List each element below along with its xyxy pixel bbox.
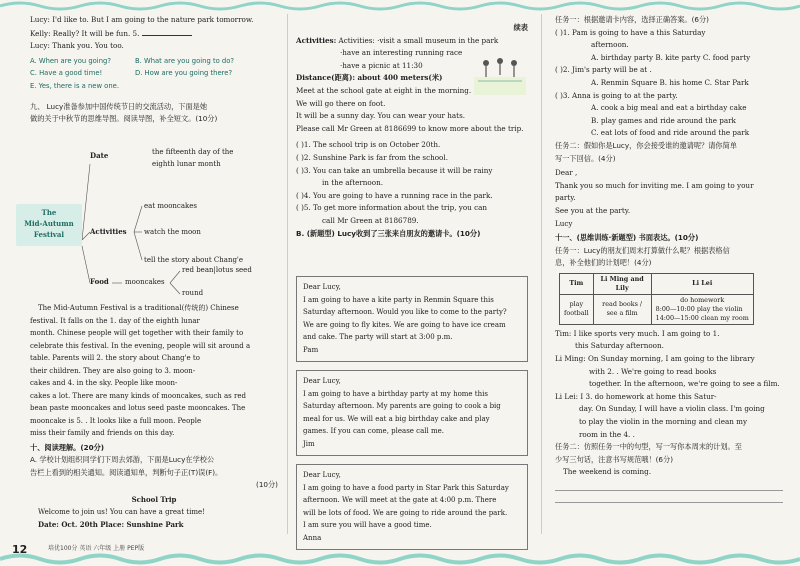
trip-title: School Trip — [131, 494, 177, 504]
task-2-title: 任务二：假如你是Lucy，你会接受谁的邀请呢？请你简单 — [555, 140, 737, 150]
table-cell: do homework 8:00—10:00 play the violin 14:00—15:00 clean my room — [651, 294, 753, 324]
column-divider — [287, 14, 288, 534]
option-d: D. How are you going there? — [135, 69, 233, 78]
table-header: Li Ming and Lily — [593, 273, 651, 294]
info-line: Please call Mr Green at 8186699 to know more about the trip. — [296, 123, 524, 133]
trip-welcome: Welcome to join us! You can have a great time! — [38, 508, 205, 516]
top-wave-border — [0, 0, 800, 12]
option-b: B. What are you going to do? — [135, 56, 235, 65]
section-a-instruction: 告栏上看到的相关通知。阅读通知单，判断句子正(T)误(F)。 — [30, 467, 223, 477]
answer-options — [30, 55, 278, 93]
activities-label: Activities — [90, 227, 127, 236]
passage: The Mid-Autumn Festival is a traditional(传统的) Chinese festival. It falls on the 1. day of the eighth lunar month. Chinese people will get together with their family to celebrate this festival. In the evening, people will sit around a table. Parents will 2. the story about Chang'e to their children. They are also going to 3. moon- cakes and 4. in the sky. People like moon- cakes a lot. There are many kinds of mooncakes, such as red bean paste mooncakes and lotus seed paste mooncakes. The mooncake is 5. . It looks like a full moon. People miss their family and friends on this day. 十、阅读理解。(20分) A. 学校计划组织同学们下周去郊游，下面是Lucy在学校公 告栏上看到的相关通知。阅读通知单，判断句子正(T)误(F)。 (10分) School Trip Welcome to join us! You can have a great time! Date: Oct. 20th Place: Sunshine Park — [30, 302, 278, 531]
mind-map — [24, 146, 278, 326]
weekend-plan-table — [559, 273, 754, 325]
footer-text: 培优100分 英语 六年级 上册 PEP版 — [48, 545, 145, 552]
question-3-option-a: A. cook a big meal and eat a birthday cake — [591, 103, 747, 113]
page-number: 12 — [12, 543, 28, 556]
activities-line: ·have a picnic at 11:30 — [340, 60, 423, 70]
reply-letter: Dear , Thank you so much for inviting me. I am going to your party. See you at the party. Lucy — [555, 168, 754, 228]
activity-2: watch the moon — [144, 228, 201, 236]
info-line: Meet at the school gate at eight in the morning. — [296, 85, 472, 95]
dialog-line: Kelly: Really? It will be fun. 5. — [30, 27, 278, 41]
table-cell: read books / see a film — [593, 294, 651, 324]
true-false-list — [296, 139, 528, 227]
bottom-wave-border — [0, 552, 800, 566]
activity-1: eat mooncakes — [144, 202, 197, 210]
question-3: ( )3. Anna is going to at the party. — [555, 90, 678, 100]
section-b-title: B. (新题型) Lucy收到了三张来自朋友的邀请卡。(10分) — [296, 228, 481, 238]
dialog-line: Lucy: I'd like to. But I am going to the nature park tomorrow. — [30, 15, 254, 24]
column-middle — [296, 14, 528, 542]
option-a: A. When are you going? — [30, 56, 111, 65]
table-header: Tim — [560, 273, 594, 294]
writing-line[interactable] — [555, 491, 783, 503]
tf-item: call Mr Green at 8186789. — [322, 215, 419, 225]
question-1-options: A. birthday party B. kite party C. food party — [591, 52, 751, 62]
section-11-title: 十一、(思维训练·新题型) 书面表达。(10分) — [555, 233, 699, 243]
tf-item: ( )1. The school trip is on October 20th. — [296, 140, 441, 150]
tf-item: ( )3. You can take an umbrella because it will be rainy — [296, 165, 493, 175]
kids-running-illustration — [474, 55, 526, 95]
column-right: 任务一：根据邀请卡内容，选择正确答案。(6分) ( )1. Pam is going to have a this Saturday afternoon. A. birthday party B. kite party C. food party ( )2. Jim's party will be at . A. Renmin Square B. his home C. Star Park ( )3. Anna is going to at the party. A. cook a big meal and eat a birthday cake B. play games and ride around the park C. eat lots of food and ride around the park 任务二：假如你是Lucy，你会接受谁的邀请呢？请你简单 写一下回信。(4分) Dear , Thank you so much for inviting me. I am going to your party. See you at the party. Lucy 十一、(思维训练·新题型) 书面表达。(10分) 任务一：Lucy的朋友们周末打算做什么呢？根据表格信 息，补全他们的计划吧！(4分) Tim Li Ming and Lily Li Lei play football read books / see a film do homework 8:00—10:00 play the violin 14:00—15:00 clean my room Tim: I like sports very much. I am going to 1. this Saturday afternoon. Li Ming: On Sunday morning, I am going to the library with 2. . We're going to read books together. In the afternoon, we're going to see a film. Li Lei: I 3. do homework at home this Satur- day. On Sunday, I will have a violin class. I'm going to play the violin in the morning and clean my room in the 4. . 任务二：仿照任务一中的句型，写一写你本周末的计划。至 少写三句话，注意书写规范哦！(6分) The weekend is coming. — [555, 14, 787, 503]
option-e: E. Yes, there is a new one. — [30, 81, 119, 90]
question-3-option-b: B. play games and ride around the park — [591, 115, 736, 125]
writing-passage: Tim: I like sports very much. I am going to 1. this Saturday afternoon. Li Ming: On Sunday morning, I am going to the library with 2. . We're going to read books together. In the afternoon, we're going to see a film. Li Lei: I 3. do homework at home this Satur- day. On Sunday, I will have a violin class. I'm going to play the violin in the morning and clean my room in the 4. . — [555, 328, 780, 439]
question-3-option-c: C. eat lots of food and ride around the park — [591, 128, 750, 138]
food-label: Food — [90, 277, 109, 286]
activity-3: tell the story about Chang'e — [144, 256, 244, 264]
info-line: We will go there on foot. — [296, 98, 386, 108]
mind-map-center: The Mid-Autumn Festival — [16, 204, 82, 246]
tf-item: ( )4. You are going to have a running race in the park. — [296, 190, 493, 200]
section-a-score: (10分) — [256, 480, 278, 489]
table-cell: play football — [560, 294, 594, 324]
table-header: Li Lei — [651, 273, 753, 294]
question-2: ( )2. Jim's party will be at . — [555, 65, 652, 75]
distance-line: Distance(距离): about 400 meters(米) — [296, 73, 443, 83]
option-c: C. Have a good time! — [30, 69, 103, 78]
tf-item: ( )5. To get more information about the trip, you can — [296, 203, 488, 213]
date-label: Date — [90, 151, 109, 160]
task-2b-title: 任务二：仿照任务一中的句型，写一写你本周末的计划。至 — [555, 442, 742, 452]
invitation-card-pam: Dear Lucy, I am going to have a kite party in Renmin Square this Saturday afternoon. Would you like to come to the party? We are going to fly kites. We are going to have ice cream and cake. The party will start at 3:00 p.m. Pam — [296, 276, 528, 362]
dialog-line: Lucy: Thank you. You too. — [30, 41, 124, 51]
trip-date: Date: Oct. 20th Place: Sunshine Park — [38, 519, 184, 529]
invitation-card-anna: Dear Lucy, I am going to have a food party in Star Park this Saturday afternoon. We will meet at the gate at 4:00 p.m. There will be lots of food. We are going to ride around the park. I am sure you will have a good time. Anna — [296, 464, 528, 550]
food-2: red bean|lotus seed — [182, 266, 252, 274]
weekend-start: The weekend is coming. — [563, 467, 651, 477]
question-2-options: A. Renmin Square B. his home C. Star Park — [591, 77, 749, 87]
date-text: eighth lunar month — [152, 160, 221, 168]
section-9-title: 九、 Lucy准备参加中国传统节日的交流活动，下面是她 — [30, 101, 208, 111]
section-a-instruction: A. 学校计划组织同学们下周去郊游，下面是Lucy在学校公 — [30, 455, 215, 464]
continued-label: 续表 — [513, 23, 528, 32]
tf-item: in the afternoon. — [322, 178, 383, 188]
invitation-card-jim: Dear Lucy, I am going to have a birthday party at my home this Saturday afternoon. My parents are going to cook a big meal for us. We will eat a big birthday cake and play games. If you can come, please call me. Jim — [296, 370, 528, 456]
tf-item: ( )2. Sunshine Park is far from the school. — [296, 152, 448, 162]
section-10-title: 十、阅读理解。(20分) — [30, 442, 105, 452]
date-text: the fifteenth day of the — [152, 148, 234, 156]
info-line: It will be a sunny day. You can wear your hats. — [296, 111, 466, 121]
column-left — [24, 14, 278, 529]
food-1: mooncakes — [125, 278, 165, 286]
writing-line[interactable] — [555, 479, 783, 491]
section-9-instruction: 做的关于中秋节的思维导图。阅读导图，补全短文。(10分) — [30, 114, 218, 124]
activities-line: Activities: Activities: ·visit a small museum in the park — [296, 35, 499, 45]
activities-line: ·have an interesting running race — [340, 48, 463, 58]
column-divider — [541, 14, 542, 534]
question-1: ( )1. Pam is going to have a this Saturday — [555, 27, 706, 37]
food-3: round — [182, 289, 204, 297]
task-1-title: 任务一：根据邀请卡内容，选择正确答案。(6分) — [555, 15, 709, 24]
